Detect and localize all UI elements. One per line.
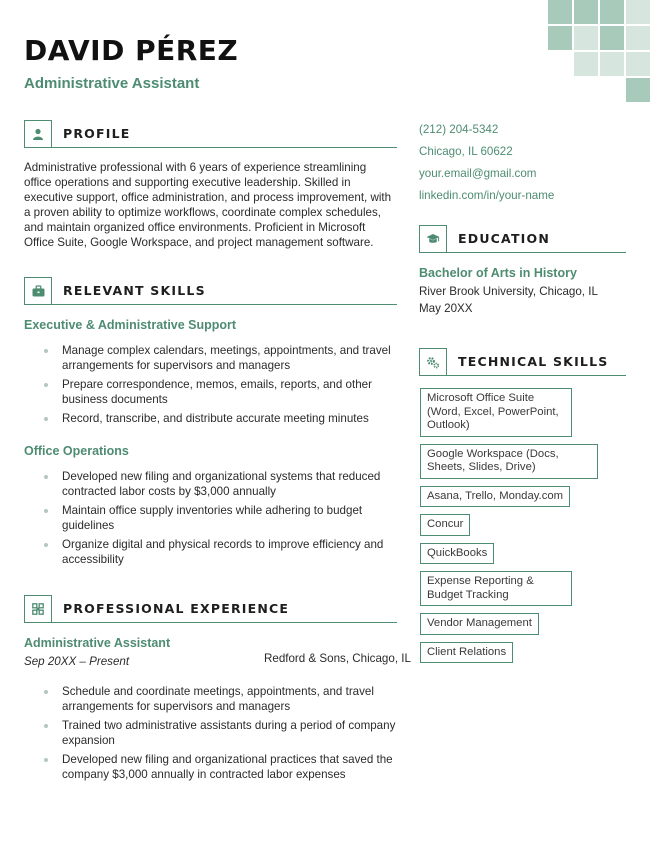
contact-location: Chicago, IL 60622	[419, 145, 513, 158]
list-item: Developed new filing and organizational systems that reduced contracted labor costs by $3,000 annually	[24, 469, 396, 499]
deco-square	[600, 52, 624, 76]
deco-square	[574, 52, 598, 76]
relevant-skills-section-header	[24, 277, 397, 305]
skill-tag: Expense Reporting & Budget Tracking	[420, 571, 572, 606]
list-item: Developed new filing and organizational practices that saved the company $3,000 annually in contracted labor expenses	[24, 752, 396, 782]
technical-skills-heading: TECHNICAL SKILLS	[458, 354, 609, 369]
deco-square	[626, 26, 650, 50]
skill-tag: Asana, Trello, Monday.com	[420, 486, 570, 508]
job-duties-list	[24, 684, 396, 786]
deco-square	[626, 78, 650, 102]
skill-tag: Vendor Management	[420, 613, 539, 635]
skill-group-title: Executive & Administrative Support	[24, 318, 237, 332]
skill-group-list	[24, 469, 396, 571]
skill-tag: Google Workspace (Docs, Sheets, Slides, Drive)	[420, 444, 598, 479]
graduation-cap-icon	[419, 225, 447, 253]
person-icon	[24, 120, 52, 148]
list-item: Prepare correspondence, memos, emails, reports, and other business documents	[24, 377, 396, 407]
skill-group-list	[24, 343, 396, 430]
deco-square	[600, 0, 624, 24]
skill-group-title: Office Operations	[24, 444, 129, 458]
list-item: Trained two administrative assistants during a period of company expansion	[24, 718, 396, 748]
job-company: Redford & Sons, Chicago, IL	[264, 652, 411, 665]
experience-heading: PROFESSIONAL EXPERIENCE	[63, 601, 290, 616]
deco-square	[626, 0, 650, 24]
profile-summary: Administrative professional with 6 years of experience streamlining office operations and supporting executive leadership. Skilled in executive support, office administration, and process improvement, with a proven ability to optimize workflows, coordinate complex schedules, and maintain organized office environments. Proficient in Microsoft Office Suite, Google Workspace, and project management software.	[24, 161, 392, 249]
briefcase-icon	[24, 277, 52, 305]
job-title: Administrative Assistant	[24, 636, 171, 650]
contact-email[interactable]: your.email@gmail.com	[419, 167, 537, 180]
skill-tag: Microsoft Office Suite (Word, Excel, PowerPoint, Outlook)	[420, 388, 572, 437]
job-dates: Sep 20XX – Present	[24, 655, 130, 668]
education-heading: EDUCATION	[458, 231, 551, 246]
skill-tag: QuickBooks	[420, 543, 494, 565]
experience-section-header	[24, 595, 397, 623]
profile-heading: PROFILE	[63, 126, 131, 141]
profile-section-header	[24, 120, 397, 148]
technical-skills-section-header	[419, 348, 626, 376]
list-item: Manage complex calendars, meetings, appointments, and travel arrangements for supervisors and managers	[24, 343, 396, 373]
relevant-skills-heading: RELEVANT SKILLS	[63, 283, 206, 298]
list-item: Organize digital and physical records to improve efficiency and accessibility	[24, 537, 396, 567]
list-item: Record, transcribe, and distribute accurate meeting minutes	[24, 411, 396, 426]
deco-square	[548, 0, 572, 24]
skill-tag: Client Relations	[420, 642, 513, 664]
candidate-name: DAVID PÉREZ	[24, 34, 239, 67]
skill-tag: Concur	[420, 514, 470, 536]
candidate-title: Administrative Assistant	[24, 75, 200, 92]
education-degree: Bachelor of Arts in History	[419, 266, 577, 280]
list-item: Maintain office supply inventories while adhering to budget guidelines	[24, 503, 396, 533]
education-school: River Brook University, Chicago, IL	[419, 285, 598, 298]
education-section-header	[419, 225, 626, 253]
list-item: Schedule and coordinate meetings, appointments, and travel arrangements for supervisors and managers	[24, 684, 396, 714]
deco-square	[626, 52, 650, 76]
deco-square	[600, 26, 624, 50]
education-date: May 20XX	[419, 302, 473, 315]
deco-square	[574, 26, 598, 50]
deco-square	[548, 26, 572, 50]
contact-phone[interactable]: (212) 204-5342	[419, 123, 499, 136]
deco-square	[574, 0, 598, 24]
gears-icon	[419, 348, 447, 376]
network-icon	[24, 595, 52, 623]
contact-linkedin[interactable]: linkedin.com/in/your-name	[419, 189, 555, 202]
decorative-squares	[548, 0, 650, 102]
technical-skills-list	[420, 388, 630, 670]
